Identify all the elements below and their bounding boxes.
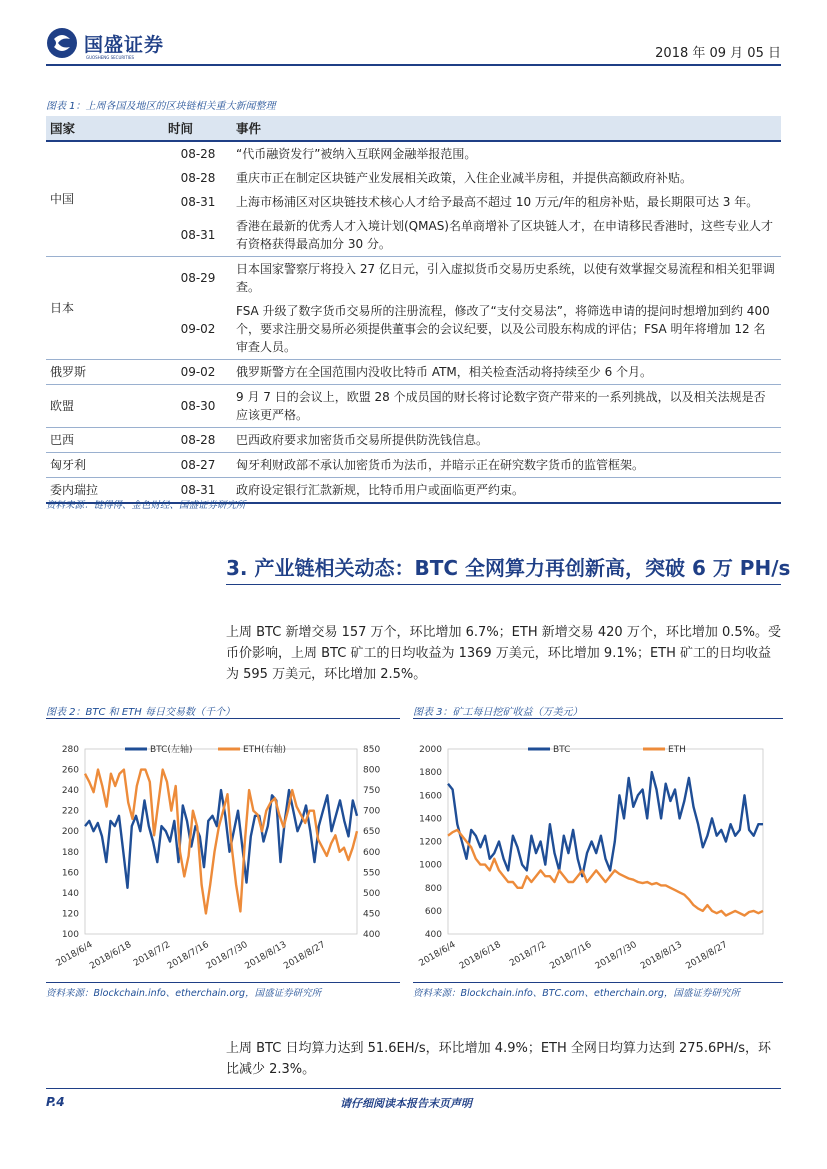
date-cell: 08-31 <box>164 478 232 504</box>
y-tick-label-left: 1800 <box>419 768 442 779</box>
table-header-row <box>46 116 781 141</box>
table-row <box>46 385 781 428</box>
table-source: 资料来源：链得得、金色财经、国盛证券研究所 <box>46 500 246 511</box>
brand-name-en: GUOSHENG SECURITIES <box>86 55 135 60</box>
country-cell: 日本 <box>46 257 164 360</box>
chart3-caption: 图表 3：矿工每日挖矿收益（万美元） <box>413 707 583 718</box>
chart3-caption-line <box>413 718 783 719</box>
y-tick-label-right: 650 <box>363 827 381 838</box>
x-tick-label: 2018/8/13 <box>243 939 289 972</box>
event-cell: 上海市杨浦区对区块链技术核心人才给予最高不超过 10 万元/年的租房补贴，最长期限可达 3 年。 <box>236 195 759 209</box>
event-cell: 9 月 7 日的会议上，欧盟 28 个成员国的财长将讨论数字资产带来的一系列挑战，以及相关法规是否应该更严格。 <box>232 385 781 428</box>
y-tick-label-left: 1000 <box>419 860 442 871</box>
event-cell: FSA 升级了数字货币交易所的注册流程，修改了“支付交易法”，将筛选申请的提问时想增加到约 400 个，要求注册交易所必须提供董事会的会议纪要，以及公司股东构成的评估；FSA 明年将增加 12 名审查人员。 <box>236 304 770 354</box>
event-cell: 香港在最新的优秀人才入境计划(QMAS)名单商增补了区块链人才，在申请移民香港时，这些专业人才有资格获得最高加分 30 分。 <box>236 219 773 251</box>
y-tick-label-left: 120 <box>61 909 79 920</box>
event-cell: 匈牙利财政部不承认加密货币为法币，并暗示正在研究数字货币的监管框架。 <box>232 453 781 478</box>
y-tick-label-right: 600 <box>363 847 381 858</box>
date-cell: 09-02 <box>164 360 232 385</box>
y-tick-label-left: 2000 <box>419 745 442 755</box>
header-divider <box>46 64 781 66</box>
table-header-date: 时间 <box>164 116 232 141</box>
date-cell: 08-31 <box>180 228 216 242</box>
x-tick-label: 2018/7/30 <box>204 939 250 972</box>
x-tick-label: 2018/6/4 <box>417 939 458 969</box>
footer-disclaimer: 请仔细阅读本报告末页声明 <box>340 1097 472 1110</box>
y-tick-label-left: 100 <box>61 930 79 940</box>
y-tick-label-left: 800 <box>424 883 442 894</box>
chart2-source: 资料来源：Blockchain.info、etherchain.org，国盛证券研究所 <box>46 988 322 999</box>
x-tick-label: 2018/7/16 <box>165 939 211 972</box>
chart3-bottom-line <box>413 982 783 983</box>
y-tick-label-left: 240 <box>61 786 79 797</box>
chart-btc-eth-transactions <box>40 724 402 982</box>
date-cell: 08-27 <box>164 453 232 478</box>
date-cell: 08-28 <box>180 171 216 185</box>
country-cell: 欧盟 <box>46 385 164 428</box>
country-cell: 俄罗斯 <box>46 360 164 385</box>
page-number: P.4 <box>46 1095 65 1109</box>
legend-label-eth: ETH <box>668 745 686 755</box>
news-table <box>46 116 781 504</box>
y-tick-label-left: 1400 <box>419 814 442 825</box>
x-tick-label: 2018/6/4 <box>54 939 95 969</box>
event-cell: 政府设定银行汇款新规，比特币用户或面临更严约束。 <box>232 478 781 504</box>
brand-name: 国盛证券 <box>84 33 165 56</box>
date-cell: 08-29 <box>164 257 232 300</box>
country-cell: 中国 <box>46 141 164 257</box>
x-tick-label: 2018/8/13 <box>639 939 685 972</box>
chart2-caption-line <box>46 718 400 719</box>
legend-label-btc: BTC <box>553 745 571 755</box>
chart3-source: 资料来源：Blockchain.info、BTC.com、etherchain.org，国盛证券研究所 <box>413 988 740 999</box>
table-caption: 图表 1：上周各国及地区的区块链相关重大新闻整理 <box>46 101 276 112</box>
y-tick-label-right: 400 <box>363 930 381 940</box>
x-tick-label: 2018/6/18 <box>457 939 503 972</box>
table-header-event: 事件 <box>232 116 781 141</box>
event-cell: 俄罗斯警方在全国范围内没收比特币 ATM，相关检查活动将持续至少 6 个月。 <box>232 360 781 385</box>
x-tick-label: 2018/6/18 <box>88 939 134 972</box>
y-tick-label-right: 550 <box>363 868 381 879</box>
y-tick-label-left: 400 <box>424 930 442 940</box>
table-row <box>46 141 781 166</box>
y-tick-label-left: 220 <box>61 806 79 817</box>
event-cell: 巴西政府要求加密货币交易所提供防洗钱信息。 <box>232 428 781 453</box>
series-line-btc <box>85 790 357 888</box>
brand-logo-icon <box>46 27 78 59</box>
date-cell: 08-31 <box>180 195 216 209</box>
paragraph-1: 上周 BTC 新增交易 157 万个，环比增加 6.7%；ETH 新增交易 420 万个，环比增加 0.5%。受币价影响，上周 BTC 矿工的日均收益为 1369 万美元，环比增加 9.1%；ETH 矿工的日均收益为 595 万美元，环比增加 2.5%。 <box>226 625 781 682</box>
chart2-caption: 图表 2：BTC 和 ETH 每日交易数（千个） <box>46 707 235 718</box>
section-divider <box>226 584 781 585</box>
x-tick-label: 2018/8/27 <box>282 939 328 972</box>
y-tick-label-right: 850 <box>363 745 381 755</box>
section-title: 3. 产业链相关动态：BTC 全网算力再创新高，突破 6 万 PH/s <box>226 556 791 580</box>
y-tick-label-left: 600 <box>424 906 442 917</box>
x-tick-label: 2018/7/30 <box>593 939 639 972</box>
x-tick-label: 2018/7/2 <box>132 939 173 969</box>
table-row <box>46 257 781 300</box>
table-row <box>46 428 781 453</box>
y-tick-label-left: 1600 <box>419 791 442 802</box>
event-cell: 日本国家警察厅将投入 27 亿日元，引入虚拟货币交易历史系统，以使有效掌握交易流程和相关犯罪调查。 <box>232 257 781 300</box>
date-cell: 08-28 <box>164 141 232 166</box>
y-tick-label-right: 700 <box>363 806 381 817</box>
legend-label-btc: BTC(左轴) <box>150 745 193 755</box>
brand-logo <box>46 27 164 59</box>
y-tick-label-left: 1200 <box>419 837 442 848</box>
table-row <box>46 453 781 478</box>
table-row <box>46 360 781 385</box>
footer-divider <box>46 1088 781 1089</box>
country-cell: 委内瑞拉 <box>46 478 164 504</box>
legend-label-eth: ETH(右轴) <box>243 745 286 755</box>
y-tick-label-right: 500 <box>363 888 381 899</box>
plot-area <box>448 749 763 934</box>
y-tick-label-left: 200 <box>61 827 79 838</box>
date-cell: 08-30 <box>164 385 232 428</box>
y-tick-label-left: 160 <box>61 868 79 879</box>
y-tick-label-right: 800 <box>363 765 381 776</box>
y-tick-label-left: 180 <box>61 847 79 858</box>
date-cell: 09-02 <box>180 322 216 336</box>
report-date: 2018 年 09 月 05 日 <box>655 46 781 61</box>
y-tick-label-right: 750 <box>363 786 381 797</box>
event-cell: “代币融资发行”被纳入互联网金融举报范围。 <box>232 141 781 166</box>
series-line-eth <box>448 830 763 916</box>
paragraph-2: 上周 BTC 日均算力达到 51.6EH/s，环比增加 4.9%；ETH 全网日均算力达到 275.6PH/s，环比减少 2.3%。 <box>226 1041 771 1077</box>
event-cell: 重庆市正在制定区块链产业发展相关政策，入住企业减半房租，并提供高额政府补贴。 <box>236 171 693 185</box>
y-tick-label-right: 450 <box>363 909 381 920</box>
chart2-bottom-line <box>46 982 400 983</box>
country-cell: 匈牙利 <box>46 453 164 478</box>
x-tick-label: 2018/7/16 <box>548 939 594 972</box>
country-cell: 巴西 <box>46 428 164 453</box>
x-tick-label: 2018/8/27 <box>684 939 730 972</box>
y-tick-label-left: 140 <box>61 888 79 899</box>
x-tick-label: 2018/7/2 <box>508 939 549 969</box>
table-header-country: 国家 <box>46 116 164 141</box>
y-tick-label-left: 260 <box>61 765 79 776</box>
chart-miner-revenue <box>408 724 783 982</box>
date-cell: 08-28 <box>164 428 232 453</box>
y-tick-label-left: 280 <box>61 745 79 755</box>
